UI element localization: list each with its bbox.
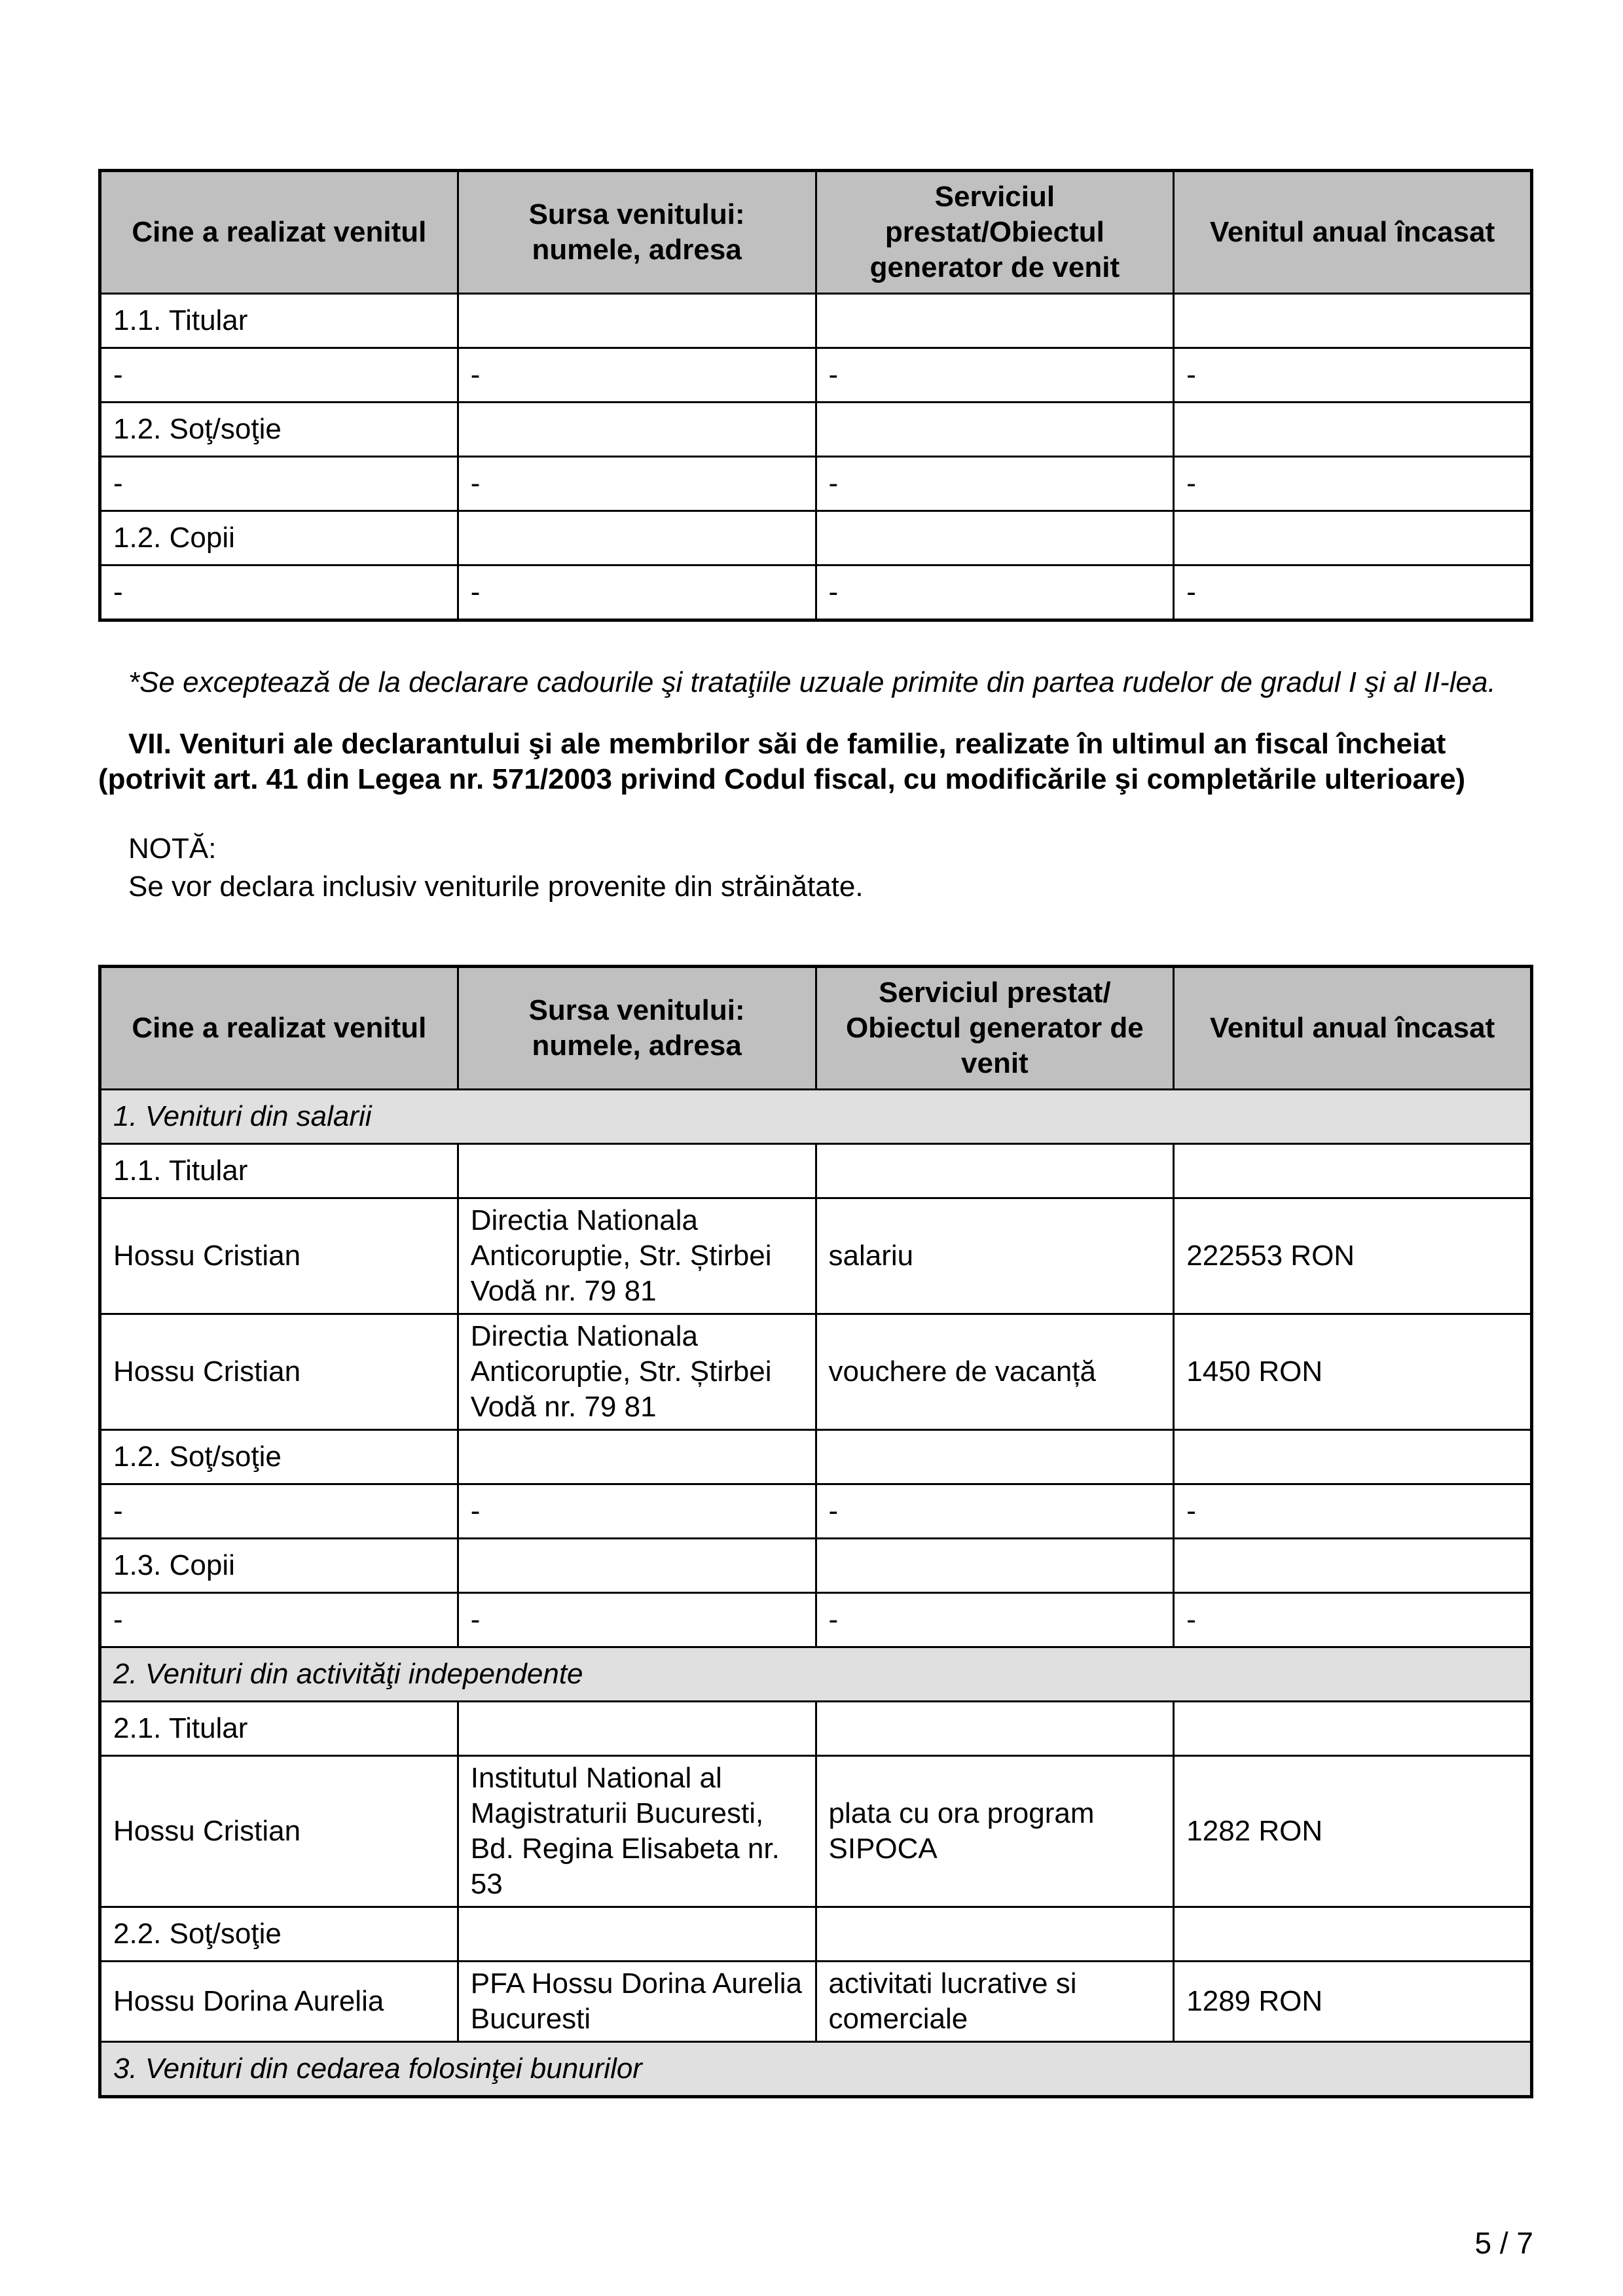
cell: Hossu Cristian [100, 1198, 458, 1314]
cell: - [816, 1593, 1174, 1647]
cell [1174, 1430, 1532, 1484]
cell: - [100, 565, 458, 620]
table-row [100, 1198, 1532, 1314]
cell: activitati lucrative si comerciale [816, 1962, 1174, 2042]
table-row [100, 403, 1532, 457]
header-source: Sursa venitului: numele, adresa [458, 967, 816, 1090]
section-heading: VII. Venituri ale declarantului şi ale membrilor săi de familie, realizate în ultimul an fiscal încheiat (potrivit art. 41 din Legea nr. 571/2003 privind Codul fiscal, cu modificările şi completările ulterioare) [98, 728, 1466, 795]
cell: - [1174, 457, 1532, 511]
cell: PFA Hossu Dorina Aurelia Bucuresti [458, 1962, 816, 2042]
cell: Directia Nationala Anticoruptie, Str. Știrbei Vodă nr. 79 81 [458, 1198, 816, 1314]
section-row [100, 1647, 1532, 1702]
nota-text: Se vor declara inclusiv veniturile provenite din străinătate. [128, 870, 864, 903]
cell: 1.2. Soţ/soţie [100, 1430, 458, 1484]
cell [816, 403, 1174, 457]
cell: - [816, 457, 1174, 511]
header-service: Serviciul prestat/ Obiectul generator de venit [816, 967, 1174, 1090]
table-header-row [100, 171, 1532, 294]
cell [1174, 403, 1532, 457]
table-row [100, 511, 1532, 565]
nota-label: NOTĂ: [128, 833, 217, 865]
cell: - [100, 457, 458, 511]
cell [458, 511, 816, 565]
cell [816, 1430, 1174, 1484]
footnote: *Se exceptează de la declarare cadourile şi trataţiile uzuale primite din partea rudelor de gradul I şi al II-lea. [128, 666, 1496, 698]
nota-block [128, 830, 1533, 906]
table-row [100, 457, 1532, 511]
cell [1174, 1144, 1532, 1198]
table-row [100, 1314, 1532, 1430]
header-source: Sursa venitului: numele, adresa [458, 171, 816, 294]
table-row [100, 565, 1532, 620]
income-table-previous [98, 169, 1533, 622]
cell: - [458, 565, 816, 620]
cell [458, 1702, 816, 1756]
table-row [100, 1430, 1532, 1484]
income-table [98, 965, 1533, 2098]
header-who: Cine a realizat venitul [100, 967, 458, 1090]
cell: - [458, 457, 816, 511]
table-row [100, 1593, 1532, 1647]
section-title: 3. Venituri din cedarea folosinţei bunurilor [100, 2042, 1532, 2097]
cell [816, 1702, 1174, 1756]
table-row [100, 1907, 1532, 1962]
cell: Directia Nationala Anticoruptie, Str. Știrbei Vodă nr. 79 81 [458, 1314, 816, 1430]
cell [1174, 1539, 1532, 1593]
table-header-row [100, 967, 1532, 1090]
cell [816, 1907, 1174, 1962]
cell: 1289 RON [1174, 1962, 1532, 2042]
header-service: Serviciul prestat/Obiectul generator de venit [816, 171, 1174, 294]
cell [816, 294, 1174, 348]
cell: - [100, 348, 458, 403]
cell: 222553 RON [1174, 1198, 1532, 1314]
cell [1174, 1702, 1532, 1756]
cell: 2.1. Titular [100, 1702, 458, 1756]
header-who: Cine a realizat venitul [100, 171, 458, 294]
cell: - [816, 348, 1174, 403]
cell [1174, 294, 1532, 348]
cell: plata cu ora program SIPOCA [816, 1756, 1174, 1907]
cell [458, 403, 816, 457]
header-amount: Venitul anual încasat [1174, 171, 1532, 294]
cell: - [1174, 565, 1532, 620]
cell: - [1174, 1484, 1532, 1539]
cell [458, 1430, 816, 1484]
table-row [100, 1962, 1532, 2042]
cell: 2.2. Soţ/soţie [100, 1907, 458, 1962]
cell [458, 294, 816, 348]
cell [816, 1144, 1174, 1198]
cell: - [458, 348, 816, 403]
cell: - [100, 1593, 458, 1647]
section-row [100, 1090, 1532, 1144]
cell: vouchere de vacanță [816, 1314, 1174, 1430]
cell [1174, 1907, 1532, 1962]
table-row [100, 1144, 1532, 1198]
cell: - [458, 1484, 816, 1539]
cell: 1.2. Soţ/soţie [100, 403, 458, 457]
cell: 1450 RON [1174, 1314, 1532, 1430]
cell: 1282 RON [1174, 1756, 1532, 1907]
cell [1174, 511, 1532, 565]
cell: 1.1. Titular [100, 1144, 458, 1198]
document-page [98, 169, 1533, 2098]
header-amount: Venitul anual încasat [1174, 967, 1532, 1090]
cell: - [100, 1484, 458, 1539]
cell: 1.1. Titular [100, 294, 458, 348]
page-number: 5 / 7 [1474, 2226, 1533, 2260]
table-row [100, 1484, 1532, 1539]
cell: - [1174, 348, 1532, 403]
cell: - [816, 565, 1174, 620]
table-row [100, 1539, 1532, 1593]
section-title: 1. Venituri din salarii [100, 1090, 1532, 1144]
table-row [100, 348, 1532, 403]
cell [816, 511, 1174, 565]
cell [458, 1539, 816, 1593]
section-title: 2. Venituri din activităţi independente [100, 1647, 1532, 1702]
cell: - [458, 1593, 816, 1647]
table-row [100, 1702, 1532, 1756]
cell: Institutul National al Magistraturii Bucuresti, Bd. Regina Elisabeta nr. 53 [458, 1756, 816, 1907]
cell: Hossu Dorina Aurelia [100, 1962, 458, 2042]
cell: salariu [816, 1198, 1174, 1314]
cell: 1.3. Copii [100, 1539, 458, 1593]
cell: - [1174, 1593, 1532, 1647]
section-row [100, 2042, 1532, 2097]
table-row [100, 1756, 1532, 1907]
cell: 1.2. Copii [100, 511, 458, 565]
cell [458, 1144, 816, 1198]
cell [816, 1539, 1174, 1593]
table-row [100, 294, 1532, 348]
cell: Hossu Cristian [100, 1756, 458, 1907]
cell: - [816, 1484, 1174, 1539]
cell: Hossu Cristian [100, 1314, 458, 1430]
cell [458, 1907, 816, 1962]
